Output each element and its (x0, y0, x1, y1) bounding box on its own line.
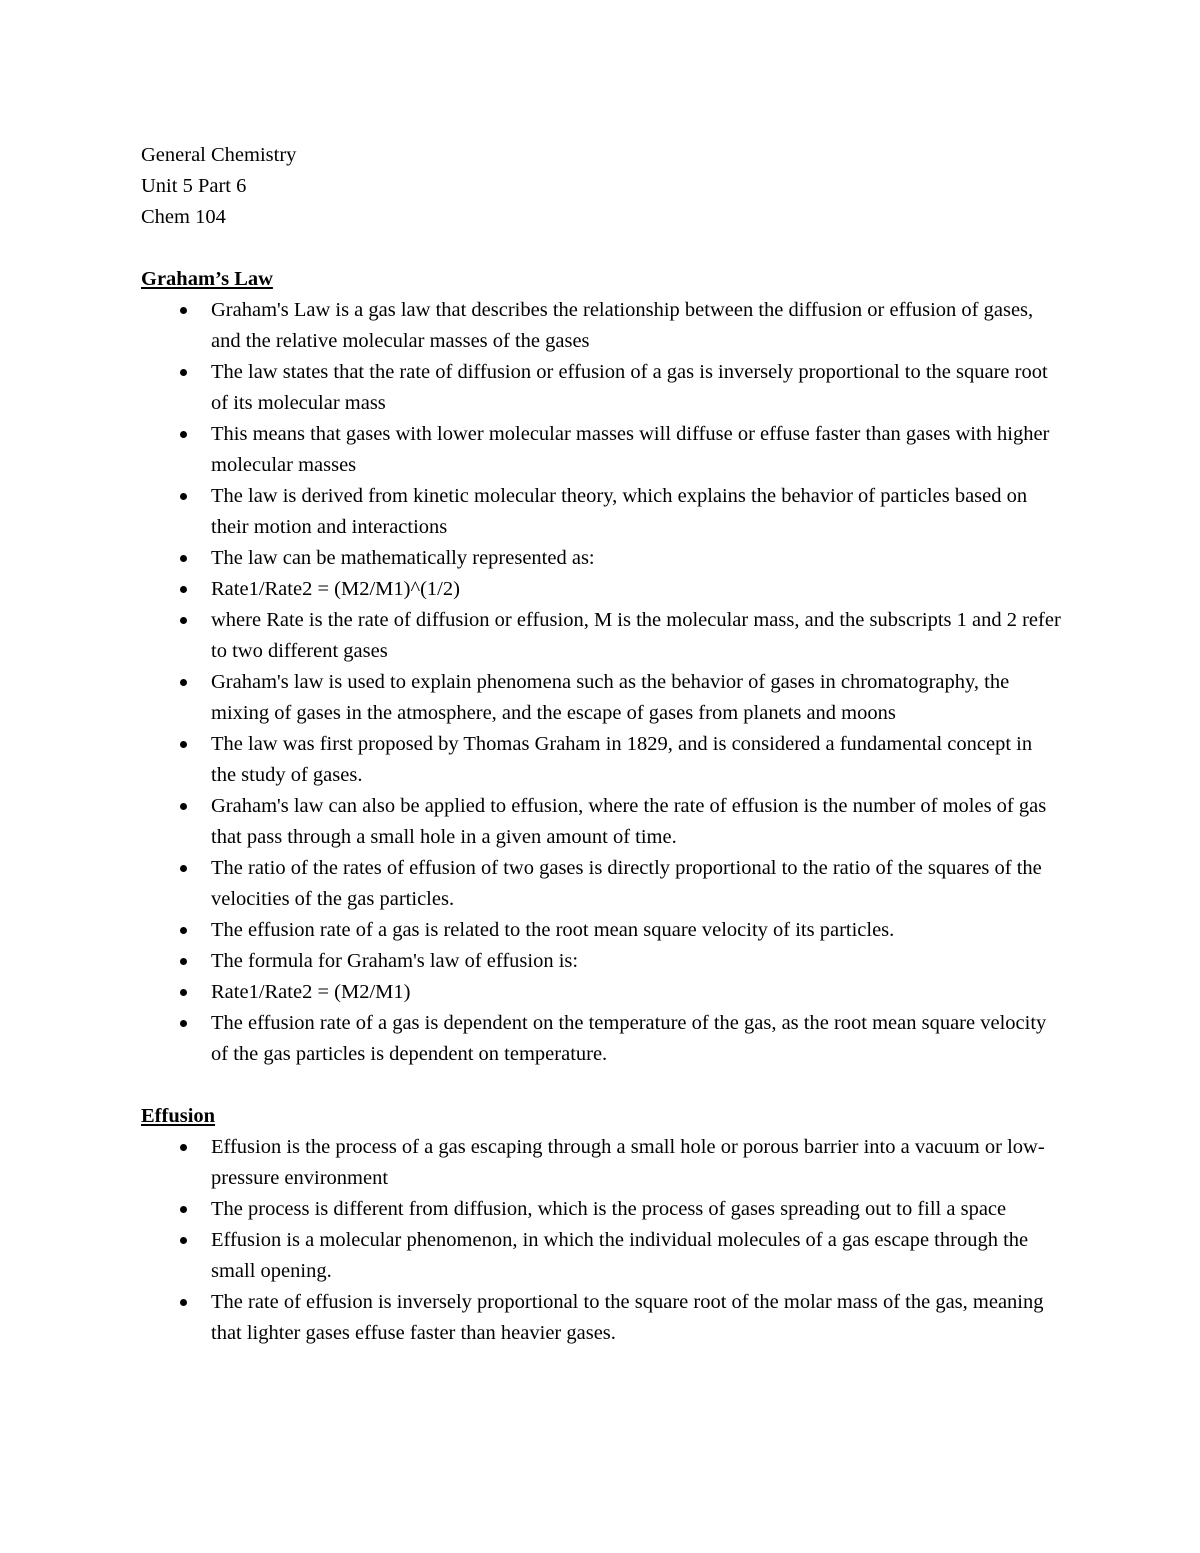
list-item: The law can be mathematically represented as: (211, 543, 1061, 574)
list-item: The ratio of the rates of effusion of two gases is directly proportional to the ratio of the squares of the velocities of the gas particles. (211, 853, 1061, 915)
list-item: The process is different from diffusion, which is the process of gases spreading out to fill a space (211, 1194, 1061, 1225)
list-item: Effusion is a molecular phenomenon, in which the individual molecules of a gas escape through the small opening. (211, 1225, 1061, 1287)
list-item: The law is derived from kinetic molecular theory, which explains the behavior of particles based on their motion and interactions (211, 481, 1061, 543)
list-item: The effusion rate of a gas is related to the root mean square velocity of its particles. (211, 915, 1061, 946)
list-item: The law was first proposed by Thomas Graham in 1829, and is considered a fundamental concept in the study of gases. (211, 729, 1061, 791)
document-page (141, 140, 1061, 1349)
list-item: Graham's Law is a gas law that describes the relationship between the diffusion or effusion of gases, and the relative molecular masses of the gases (211, 295, 1061, 357)
grahams-law-bullet-list (141, 295, 1061, 1070)
list-item: Graham's law is used to explain phenomena such as the behavior of gases in chromatography, the mixing of gases in the atmosphere, and the escape of gases from planets and moons (211, 667, 1061, 729)
list-item: Rate1/Rate2 = (M2/M1)^(1/2) (211, 574, 1061, 605)
course-code: Chem 104 (141, 206, 226, 228)
list-item: where Rate is the rate of diffusion or effusion, M is the molecular mass, and the subscripts 1 and 2 refer to two different gases (211, 605, 1061, 667)
list-item: The rate of effusion is inversely proportional to the square root of the molar mass of the gas, meaning that lighter gases effuse faster than heavier gases. (211, 1287, 1061, 1349)
list-item: The formula for Graham's law of effusion is: (211, 946, 1061, 977)
effusion-bullet-list (141, 1132, 1061, 1349)
unit-label: Unit 5 Part 6 (141, 175, 247, 197)
list-item: This means that gases with lower molecular masses will diffuse or effuse faster than gases with higher molecular masses (211, 419, 1061, 481)
list-item: Rate1/Rate2 = (M2/M1) (211, 977, 1061, 1008)
spacer (141, 233, 1061, 264)
list-item: The effusion rate of a gas is dependent on the temperature of the gas, as the root mean square velocity of the gas particles is dependent on temperature. (211, 1008, 1061, 1070)
course-name: General Chemistry (141, 144, 297, 166)
section-title-grahams-law: Graham’s Law (141, 268, 273, 290)
list-item: The law states that the rate of diffusion or effusion of a gas is inversely proportional to the square root of its molecular mass (211, 357, 1061, 419)
list-item: Effusion is the process of a gas escaping through a small hole or porous barrier into a vacuum or low-pressure environment (211, 1132, 1061, 1194)
spacer (141, 1070, 1061, 1101)
section-title-effusion: Effusion (141, 1105, 216, 1127)
list-item: Graham's law can also be applied to effusion, where the rate of effusion is the number of moles of gas that pass through a small hole in a given amount of time. (211, 791, 1061, 853)
